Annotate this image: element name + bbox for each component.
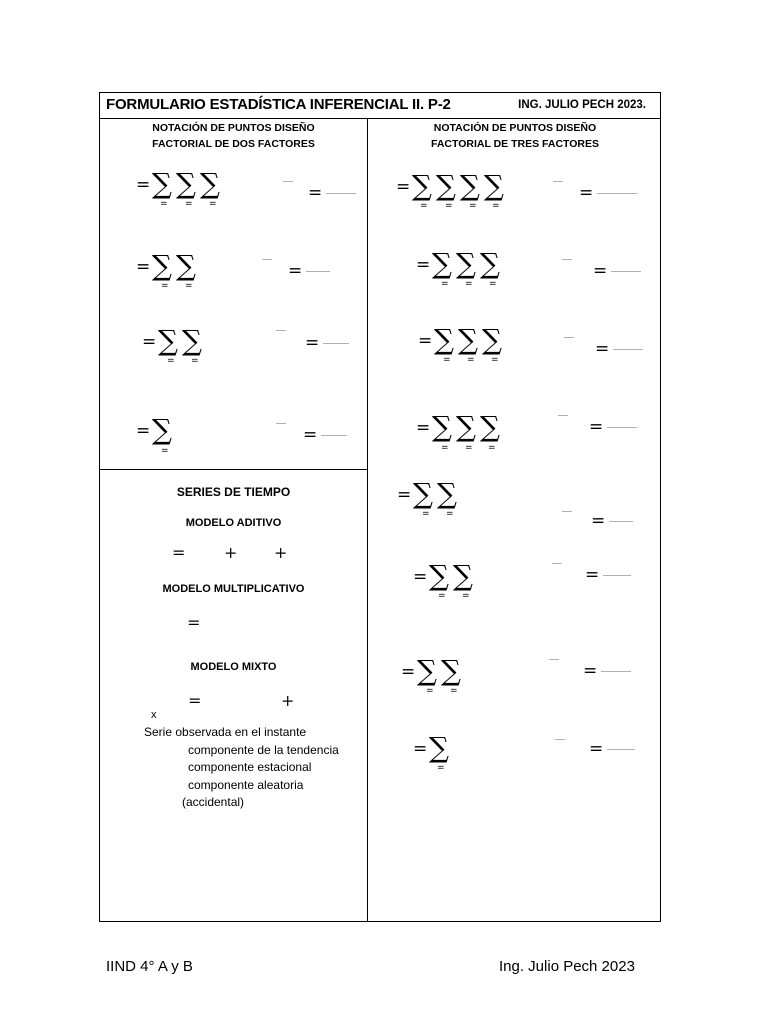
- legend-line-5: (accidental): [182, 795, 245, 809]
- sheet-title: FORMULARIO ESTADÍSTICA INFERENCIAL II. P-2: [106, 96, 451, 113]
- column-divider: [367, 119, 368, 922]
- right-heading-line1: NOTACIÓN DE PUNTOS DISEÑO: [433, 122, 597, 134]
- series-title: SERIES DE TIEMPO: [176, 485, 291, 499]
- sheet-author: ING. JULIO PECH 2023.: [518, 99, 646, 111]
- legend-line-4: componente aleatoria: [188, 778, 304, 792]
- legend-line-2: componente de la tendencia: [188, 743, 339, 757]
- right-heading-line2: FACTORIAL DE TRES FACTORES: [430, 138, 600, 150]
- mixed-model-label: MODELO MIXTO: [190, 661, 277, 673]
- footer-left: IIND 4° A y B: [106, 958, 193, 975]
- right-column-heading: [368, 120, 662, 152]
- footer-right: Ing. Julio Pech 2023: [499, 958, 635, 975]
- left-column-heading: [100, 120, 367, 152]
- x-mark: x: [151, 709, 157, 721]
- title-row: [100, 93, 660, 119]
- left-heading-line2: FACTORIAL DE DOS FACTORES: [152, 138, 315, 150]
- formula-sheet: FORMULARIO ESTADÍSTICA INFERENCIAL II. P-2 ING. JULIO PECH 2023. NOTACIÓN DE PUNTOS DISEÑO FACTORIAL DE DOS FACTORES NOTACIÓN DE PUNTOS DISEÑO FACTORIAL DE TRES FACTORES = ∑ ∑ ∑ = = = = = ∑ ∑ = = = = ∑ ∑ = = = = ∑ = = SERIES DE TIEMPO MODELO ADITIVO = + + MODELO MULTIPLICATIVO = MODELO MIXTO = + x Serie observada en el instante componente de la tendencia componente estacional componente aleatoria (accidental) = ∑ ∑ ∑ ∑ = = = = = = ∑ ∑ ∑ = = = = = ∑ ∑ ∑ = = = = = ∑ ∑ ∑ = = = = = ∑ ∑ = = = = ∑ ∑ = = = = ∑ ∑ = = = = ∑ = =: [99, 92, 661, 922]
- legend-line-1: Serie observada en el instante: [144, 725, 307, 739]
- multiplicative-model-label: MODELO MULTIPLICATIVO: [162, 583, 305, 595]
- left-heading-line1: NOTACIÓN DE PUNTOS DISEÑO: [152, 122, 315, 134]
- section-divider: [100, 469, 368, 470]
- additive-model-label: MODELO ADITIVO: [185, 517, 282, 529]
- legend-line-3: componente estacional: [188, 760, 312, 774]
